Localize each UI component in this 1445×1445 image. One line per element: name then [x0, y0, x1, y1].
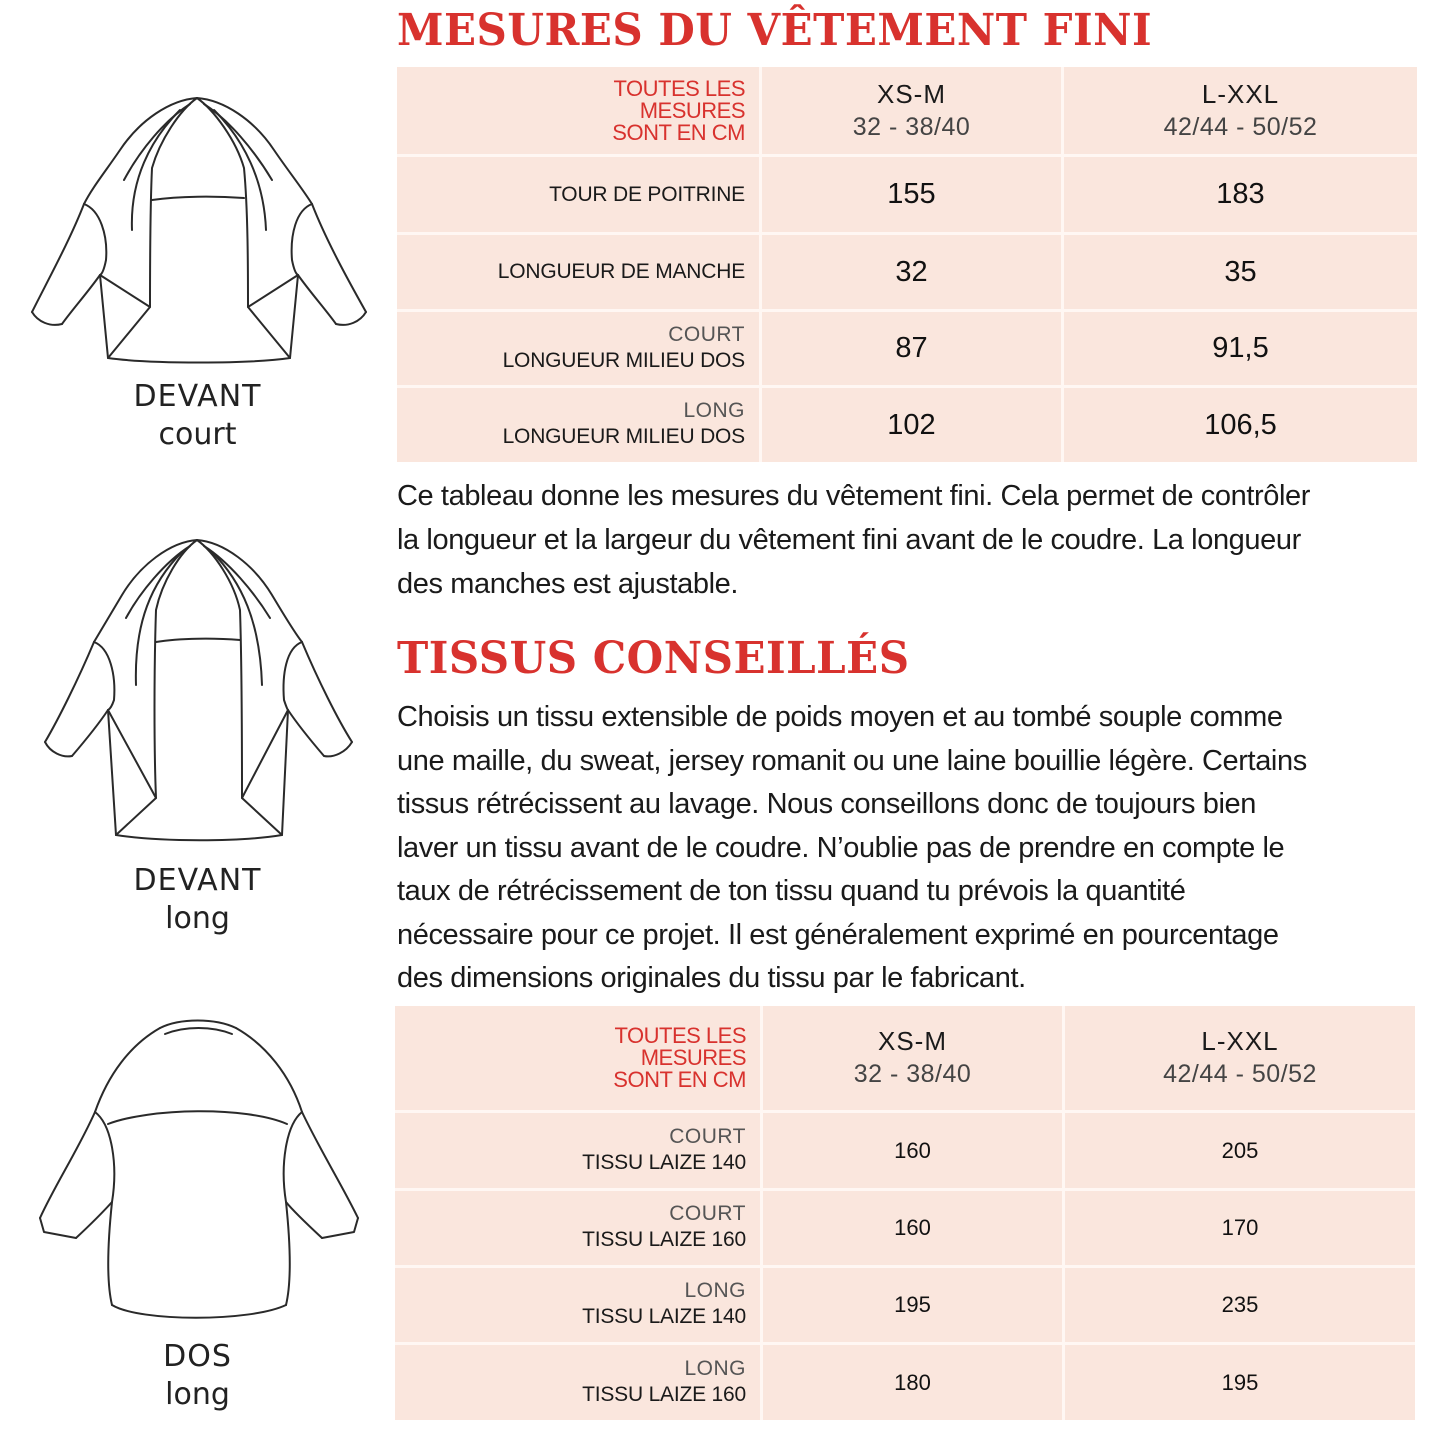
table-cell: 102: [887, 408, 936, 441]
finished-measurements-table: [397, 67, 1417, 462]
view-label: DOS: [163, 1339, 232, 1374]
units-note: TOUTES LES MESURES SONT EN CM: [613, 1023, 746, 1092]
column-header-l-xxl: L-XXL 42/44 - 50/52: [1163, 1026, 1317, 1088]
row-label: LONG TISSU LAIZE 160: [582, 1356, 746, 1406]
table-cell: 91,5: [1212, 332, 1269, 364]
table-cell: 235: [1221, 1292, 1259, 1317]
figure-caption: [0, 862, 395, 938]
fabric-requirements-table: [395, 1006, 1415, 1420]
row-label: COURT LONGUEUR MILIEU DOS: [502, 322, 745, 372]
table-cell: 180: [894, 1369, 931, 1395]
table-cell: 160: [894, 1215, 931, 1240]
table-cell: 183: [1216, 178, 1265, 210]
table-cell: 87: [895, 332, 928, 364]
column-header-l-xxl: L-XXL 42/44 - 50/52: [1163, 78, 1318, 141]
table-cell: 205: [1221, 1137, 1259, 1163]
variant-label: court: [158, 417, 237, 452]
view-label: DEVANT: [133, 863, 262, 898]
technical-drawings-column: [0, 0, 395, 1445]
table-cell: 195: [1221, 1369, 1259, 1395]
row-label: LONGUEUR DE MANCHE: [497, 260, 745, 283]
cardigan-front-long-drawing: [0, 520, 395, 850]
units-note: TOUTES LES MESURES SONT EN CM: [612, 75, 745, 145]
finished-measurements-description: Ce tableau donne les mesures du vêtement fini. Cela permet de contrôler la longueur et la largeur du vêtement fini avant de le coudre. La longueur des manches est ajustable.: [397, 480, 1311, 600]
figure-caption: [0, 378, 395, 454]
table-cell: 170: [1221, 1215, 1259, 1240]
column-header-xs-m: XS-M 32 - 38/40: [852, 78, 971, 141]
cardigan-front-short-drawing: [0, 70, 395, 380]
section-title-finished-measurements: MESURES DU VÊTEMENT FINI: [397, 4, 1153, 56]
figure-caption: [0, 1338, 395, 1414]
table-cell: 35: [1224, 255, 1257, 288]
figure-back-long: [0, 1000, 395, 1430]
row-label: LONG LONGUEUR MILIEU DOS: [502, 399, 745, 448]
column-header-xs-m: XS-M 32 - 38/40: [853, 1026, 972, 1088]
row-label: LONG TISSU LAIZE 140: [582, 1279, 746, 1328]
row-label: TOUR DE POITRINE: [549, 182, 745, 206]
cardigan-back-long-drawing: [0, 1000, 395, 1330]
row-label: COURT TISSU LAIZE 160: [582, 1202, 746, 1251]
table-cell: 32: [895, 255, 928, 288]
figure-front-short: [0, 70, 395, 460]
recommended-fabrics-description: Choisis un tissu extensible de poids moyen et au tombé souple comme une maille, du sweat, jersey romanit ou une laine bouillie légère. Certains tissus rétrécissent au lavage. Nous conseillons donc de toujours bien laver un tissu avant de le coudre. N’oublie pas de prendre en compte le taux de rétrécissement de ton tissu quand tu prévois la quantité nécessaire pour ce projet. Il est généralement exprimé en pourcentage des dimensions originales du tissu par le fabricant.: [397, 701, 1307, 994]
table-cell: 160: [894, 1137, 931, 1163]
row-label: COURT TISSU LAIZE 140: [582, 1124, 746, 1174]
table-cell: 155: [887, 178, 936, 210]
table-cell: 106,5: [1204, 408, 1277, 441]
view-label: DEVANT: [133, 379, 262, 414]
section-title-recommended-fabrics: TISSUS CONSEILLÉS: [397, 632, 910, 684]
figure-front-long: [0, 520, 395, 945]
table-cell: 195: [894, 1292, 931, 1317]
variant-label: long: [165, 901, 230, 936]
variant-label: long: [165, 1377, 230, 1412]
